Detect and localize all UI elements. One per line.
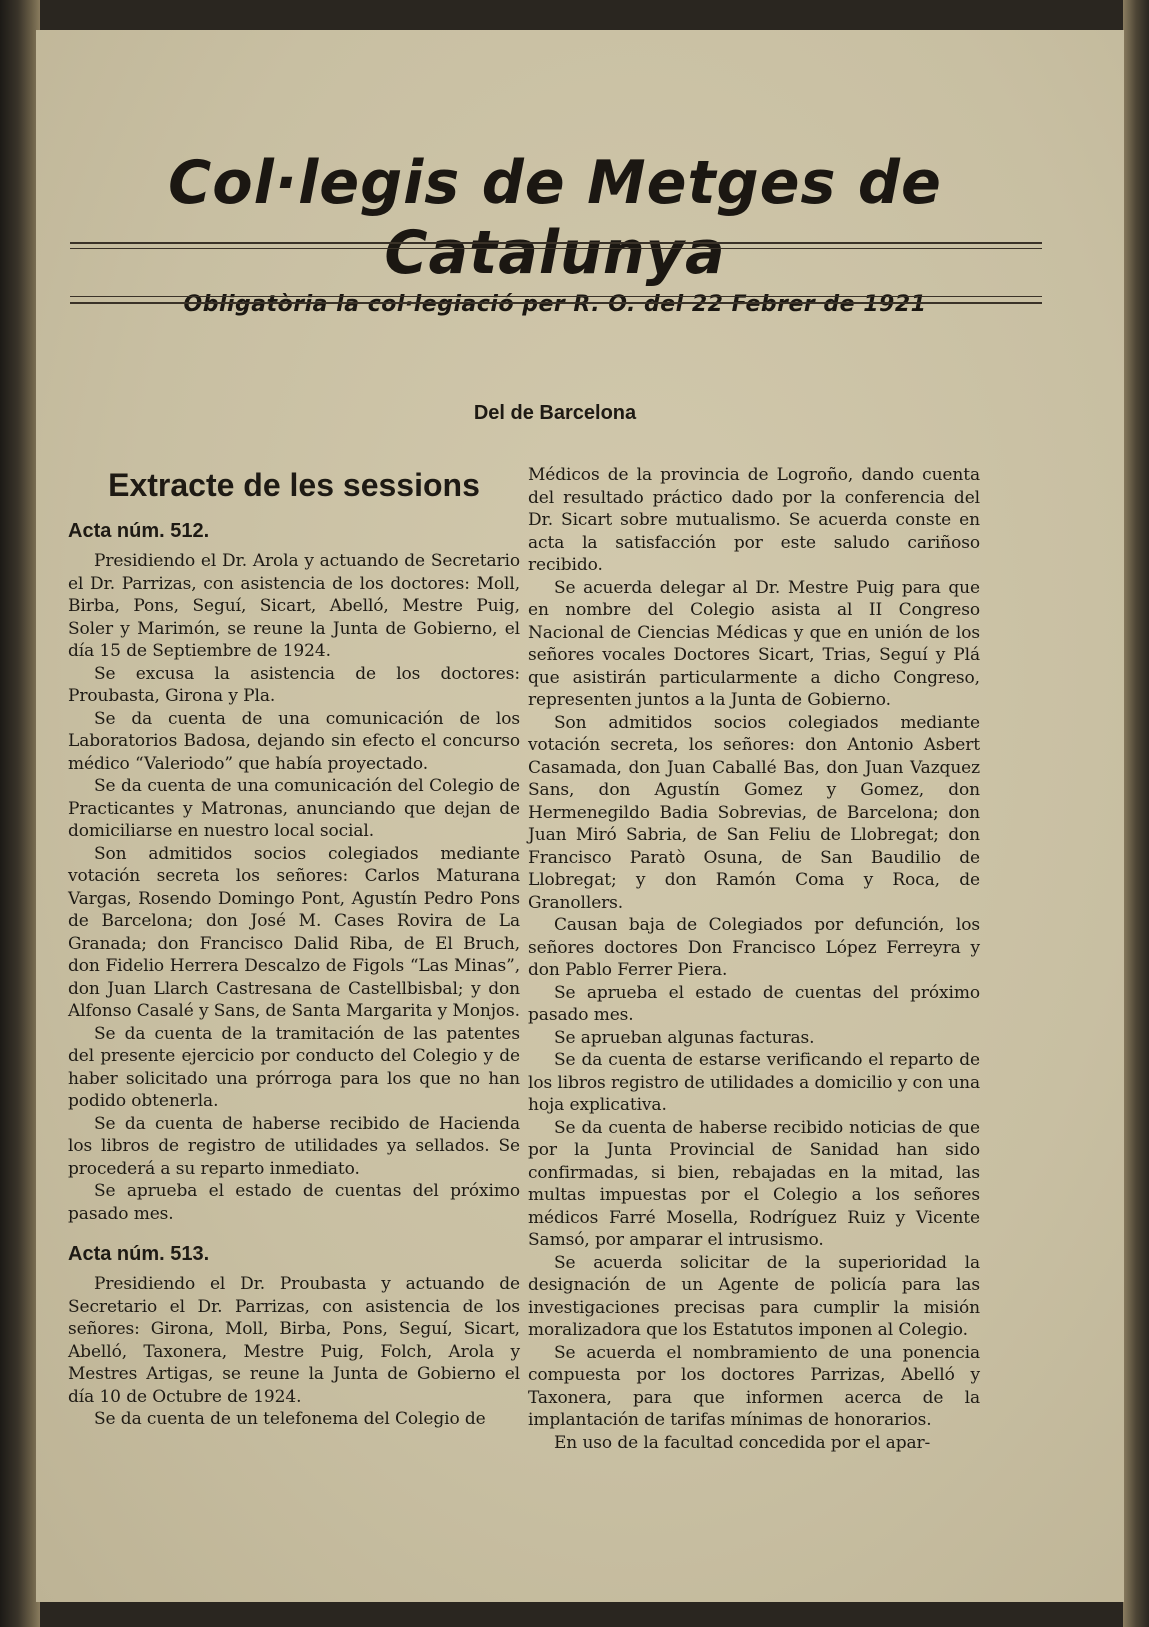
document-page: [36, 30, 1124, 1602]
masthead-rule-bottom-inner: [70, 296, 1042, 297]
right-paragraph: Causan baja de Colegiados por defunción, los señores doctores Don Francisco López Ferreyra y don Pablo Ferrer Piera.: [528, 915, 980, 980]
acta-512-paragraph: Se excusa la asistencia de los doctores: Proubasta, Girona y Pla.: [68, 663, 520, 706]
right-column: [528, 464, 980, 1454]
acta-512-paragraph: Se da cuenta de haberse recibido de Hacienda los libros de registro de utilidades ya sellados. Se procederá a su reparto inmediato.: [68, 1113, 520, 1179]
right-paragraph: Médicos de la provincia de Logroño, dando cuenta del resultado práctico dado por la conferencia del Dr. Sicart sobre mutualismo. Se acuerda conste en acta la satisfacción por este saludo cariñoso recibido.: [528, 465, 980, 575]
masthead-subtitle: Obligatòria la col·legiació per R. O. del 22 Febrer de 1921: [183, 292, 927, 317]
right-paragraph: Son admitidos socios colegiados mediante votación secreta, los señores: don Antonio Asbert Casamada, don Juan Caballé Bas, don Juan Vazquez Sans, don Agustín Gomez y Gomez, don Hermenegildo Badia Sobrevias, de Barcelona; don Juan Miró Sabria, de San Feliu de Llobregat; don Francisco Paratò Osuna, de San Baudilio de Llobregat; y don Ramón Coma y Roca, de Granollers.: [528, 712, 980, 913]
right-paragraph: Se acuerda el nombramiento de una ponencia compuesta por los doctores Parrizas, Abelló y Taxonera, para que informen acerca de la implantación de tarifas mínimas de honorarios.: [528, 1342, 980, 1430]
masthead-rule-top: [70, 242, 1042, 244]
right-paragraph: En uso de la facultad concedida por el apar-: [554, 1432, 931, 1453]
acta-512-paragraph: Son admitidos socios colegiados mediante votación secreta los señores: Carlos Maturana Vargas, Rosendo Domingo Pont, Agustín Pedro Pons de Barcelona; don José M. Cases Rovira de La Granada; don Francisco Dalid Riba, de El Bruch, don Fidelio Herrera Descalzo de Figols “Las Minas”, don Juan Llarch Castresana de Castellbisbal; y don Alfonso Casalé y Sans, de Santa Margarita y Monjos.: [68, 843, 520, 1021]
section-heading: Del de Barcelona: [473, 402, 637, 424]
right-paragraph: Se acuerda solicitar de la superioridad la designación de un Agente de policía para las investigaciones precisas para cumplir la misión moralizadora que los Estatutos imponen al Colegio.: [528, 1252, 980, 1340]
masthead-title: Col·legis de Metges de Catalunya: [168, 148, 942, 288]
article-title: Extracte de les sessions: [108, 467, 480, 503]
acta-513-paragraph: Presidiendo el Dr. Proubasta y actuando de Secretario el Dr. Parrizas, con asistencia de los señores: Girona, Moll, Birba, Pons, Seguí, Sicart, Abelló, Taxonera, Mestre Puig, Folch, Arola y Mestres Artigas, se reune la Junta de Gobierno el día 10 de Octubre de 1924.: [68, 1274, 520, 1407]
acta-512-heading: Acta núm. 512.: [68, 520, 210, 542]
acta-512-paragraph: Se da cuenta de la tramitación de las patentes del presente ejercicio por conducto del Colegio y de haber solicitado una prórroga para los que no han podido obtenerla.: [68, 1023, 520, 1111]
acta-513-paragraph: Se da cuenta de un telefonema del Colegio de: [94, 1409, 486, 1429]
masthead-rule-top-inner: [70, 248, 1042, 249]
acta-513-heading: Acta núm. 513.: [68, 1243, 210, 1265]
right-paragraph: Se acuerda delegar al Dr. Mestre Puig para que en nombre del Colegio asista al II Congreso Nacional de Ciencias Médicas y que en unión de los señores vocales Doctores Sicart, Trias, Seguí y Plá que asistirán particularmente a dicho Congreso, representen juntos a la Junta de Gobierno.: [528, 577, 980, 710]
masthead-rule-bottom: [70, 302, 1042, 304]
book-spine: [0, 0, 40, 1627]
right-paragraph: Se aprueba el estado de cuentas del próximo pasado mes.: [528, 982, 980, 1025]
right-paragraph: Se da cuenta de haberse recibido noticias de que por la Junta Provincial de Sanidad han sido confirmadas, si bien, rebajadas en la mitad, las multas impuestas por el Colegio a los señores médicos Farré Mosella, Rodríguez Ruiz y Vicente Samsó, por amparar el intrusismo.: [528, 1117, 980, 1250]
page-edge: [1123, 0, 1149, 1627]
right-paragraph: Se da cuenta de estarse verificando el reparto de los libros registro de utilidades a domicilio y con una hoja explicativa.: [528, 1050, 980, 1115]
acta-512-paragraph: Se da cuenta de una comunicación de los Laboratorios Badosa, dejando sin efecto el concurso médico “Valeriodo” que había proyectado.: [68, 708, 520, 774]
left-column: [68, 466, 520, 1431]
right-paragraph: Se aprueban algunas facturas.: [554, 1027, 815, 1048]
acta-512-paragraph: Se aprueba el estado de cuentas del próximo pasado mes.: [68, 1181, 520, 1224]
acta-512-paragraph: Se da cuenta de una comunicación del Colegio de Practicantes y Matronas, anunciando que dejan de domiciliarse en nuestro local social.: [68, 776, 520, 841]
acta-512-paragraph: Presidiendo el Dr. Arola y actuando de Secretario el Dr. Parrizas, con asistencia de los doctores: Moll, Birba, Pons, Seguí, Sicart, Abelló, Mestre Puig, Soler y Marimón, se reune la Junta de Gobierno, el día 15 de Septiembre de 1924.: [68, 551, 520, 661]
